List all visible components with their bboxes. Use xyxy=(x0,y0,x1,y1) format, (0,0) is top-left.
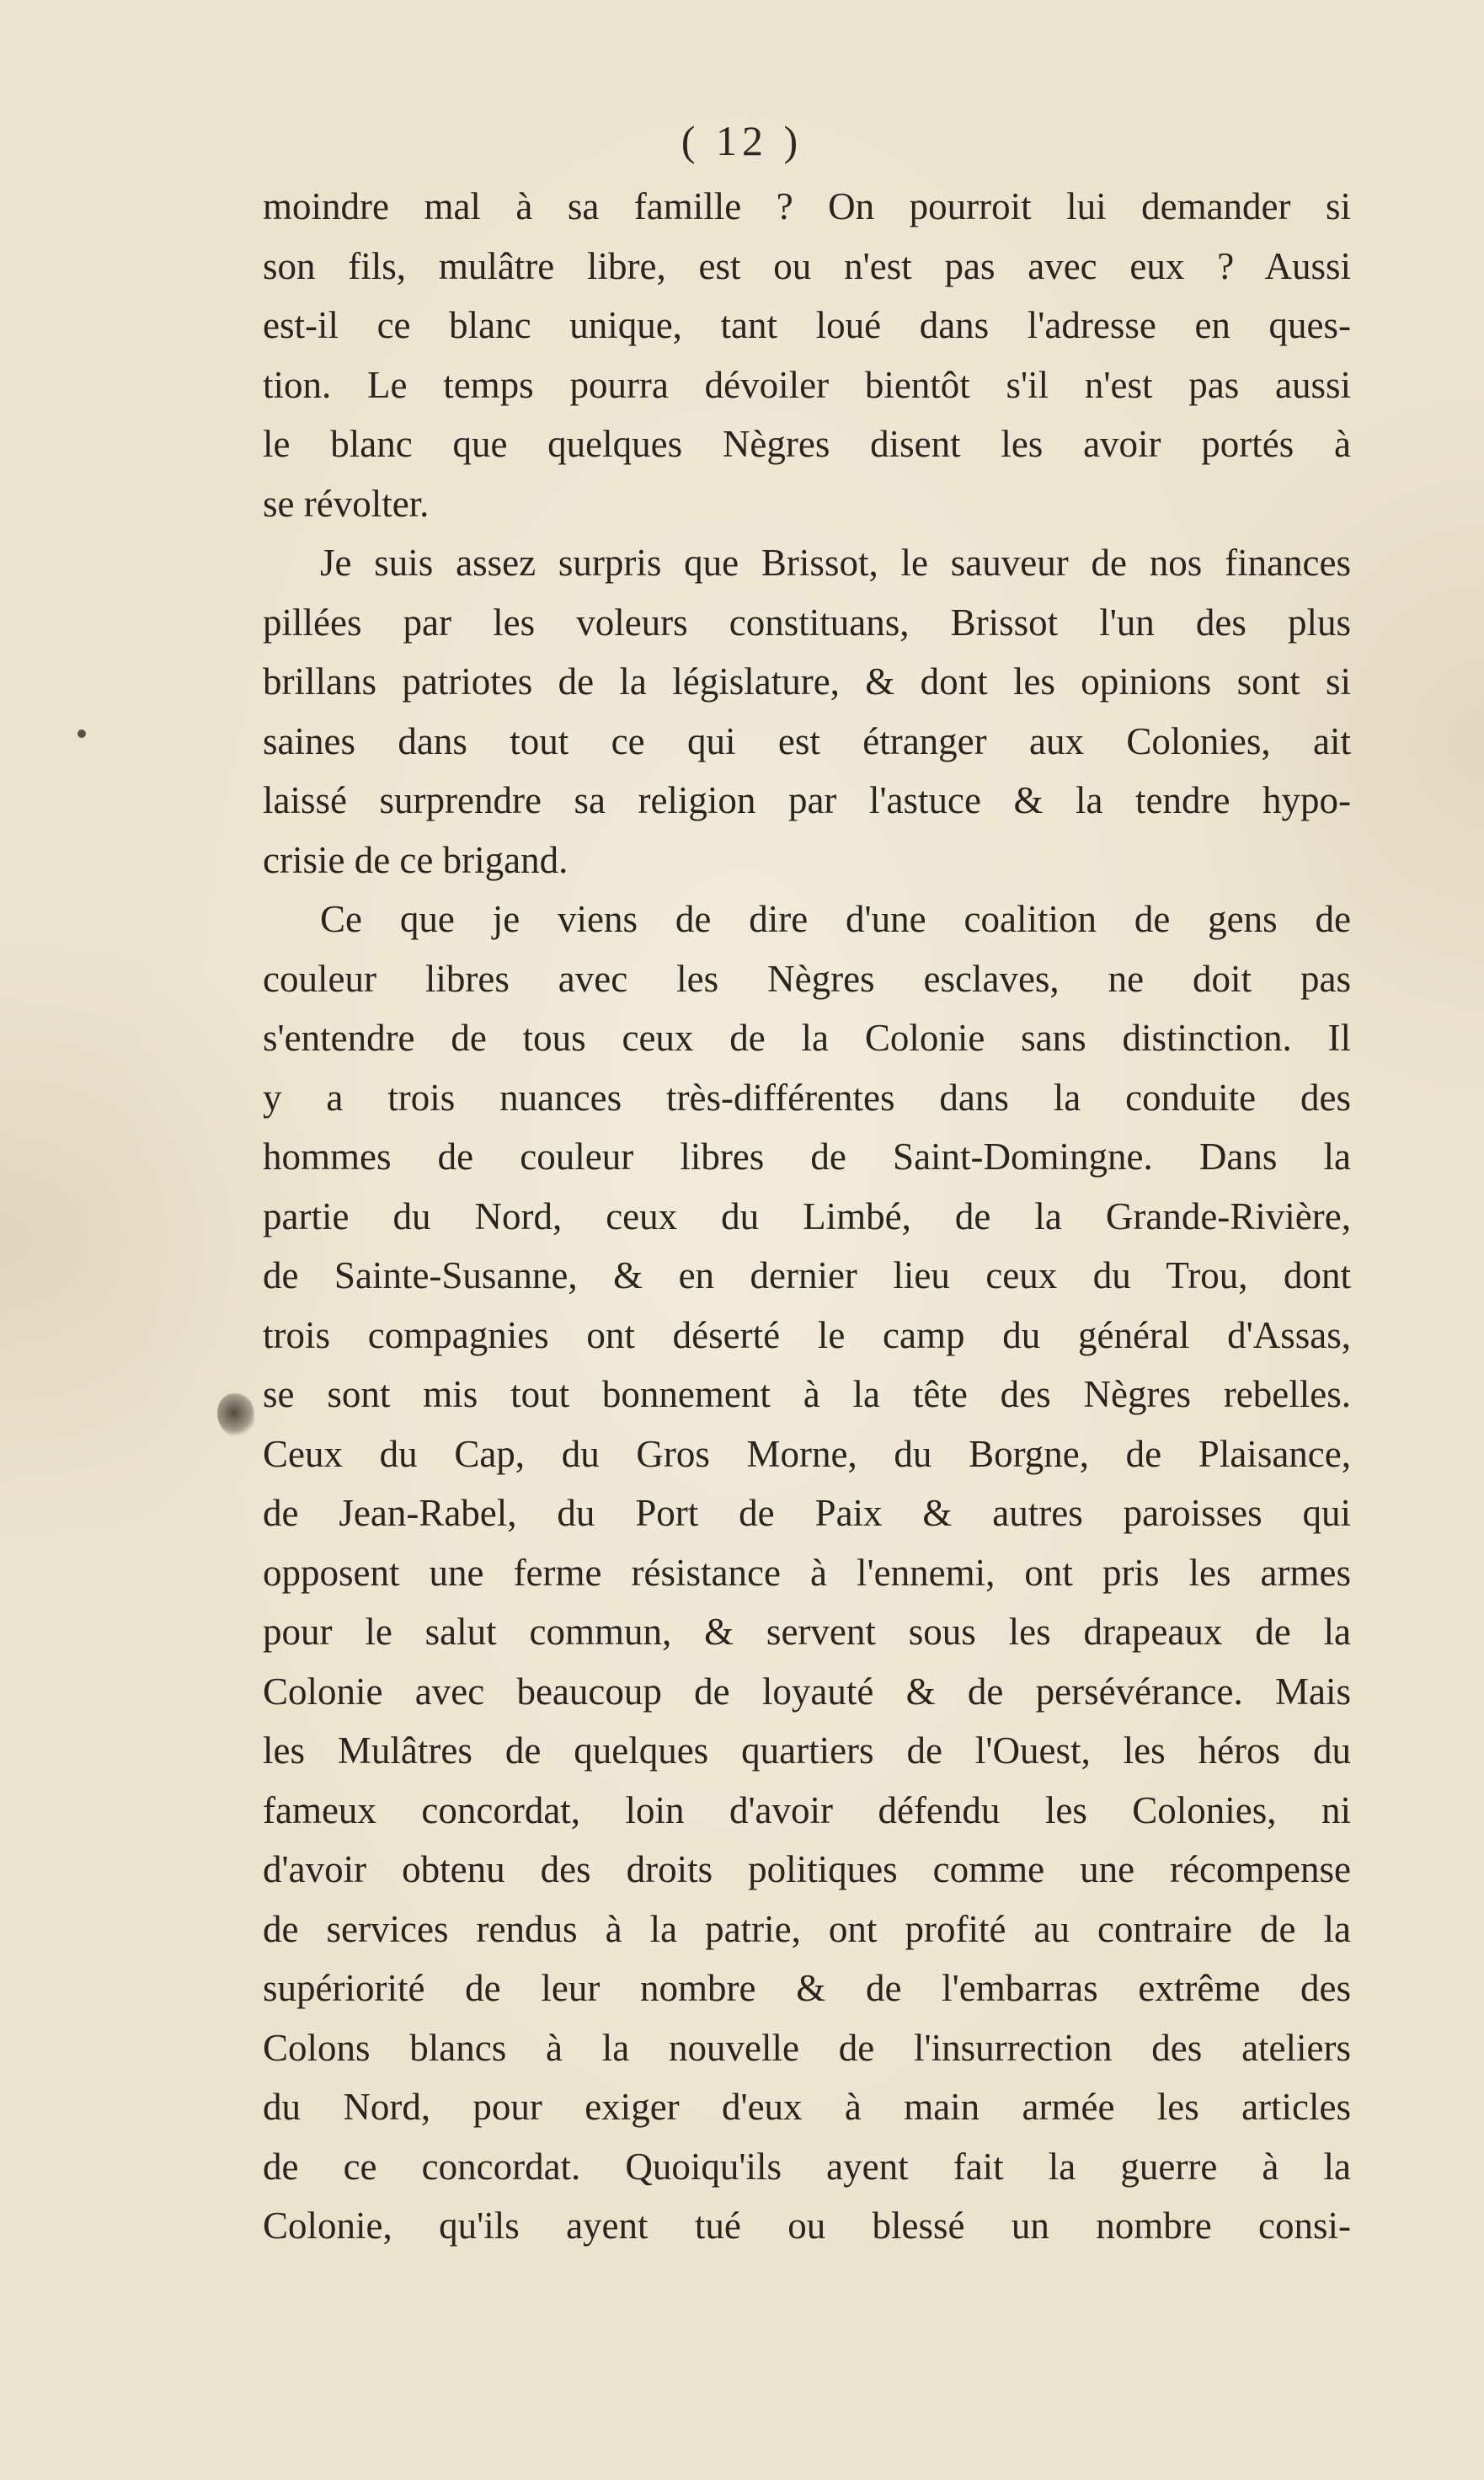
text-body xyxy=(263,177,1351,2256)
paragraph-2 xyxy=(263,533,1351,890)
text-line: est-il ce blanc unique, tant loué dans l'adresse en ques- xyxy=(263,304,1351,346)
text-line: opposent une ferme résistance à l'ennemi, ont pris les armes xyxy=(263,1551,1351,1594)
text-line: tion. Le temps pourra dévoiler bientôt s'il n'est pas aussi xyxy=(263,363,1351,406)
page-number: ( 12 ) xyxy=(681,117,803,164)
text-line: brillans patriotes de la législature, & dont les opinions sont si xyxy=(263,660,1351,703)
text-line: saines dans tout ce qui est étranger aux Colonies, ait xyxy=(263,719,1351,762)
text-line: trois compagnies ont déserté le camp du général d'Assas, xyxy=(263,1313,1351,1356)
text-line: s'entendre de tous ceux de la Colonie sans distinction. Il xyxy=(263,1017,1351,1059)
text-line: Ceux du Cap, du Gros Morne, du Borgne, de Plaisance, xyxy=(263,1432,1351,1475)
text-line: couleur libres avec les Nègres esclaves, ne doit pas xyxy=(263,957,1351,1000)
text-line: pour le salut commun, & servent sous les drapeaux de la xyxy=(263,1611,1351,1653)
text-line: Colons blancs à la nouvelle de l'insurrection des ateliers xyxy=(263,2026,1351,2069)
text-line: Ce que je viens de dire d'une coalition de gens de xyxy=(320,898,1351,940)
text-line: hommes de couleur libres de Saint-Domingne. Dans la xyxy=(263,1136,1351,1178)
text-line: son fils, mulâtre libre, est ou n'est pas avec eux ? Aussi xyxy=(263,244,1351,287)
text-line: de services rendus à la patrie, ont profité au contraire de la xyxy=(263,1907,1351,1950)
text-line: les Mulâtres de quelques quartiers de l'Ouest, les héros du xyxy=(263,1729,1351,1772)
text-line: de ce concordat. Quoiqu'ils ayent fait la guerre à la xyxy=(263,2145,1351,2188)
text-line: se sont mis tout bonnement à la tête des Nègres rebelles. xyxy=(263,1373,1351,1415)
text-line: fameux concordat, loin d'avoir défendu les Colonies, ni xyxy=(263,1788,1351,1831)
text-line: partie du Nord, ceux du Limbé, de la Grande-Rivière, xyxy=(263,1195,1351,1237)
ink-blot-mark xyxy=(217,1393,254,1437)
text-line: moindre mal à sa famille ? On pourroit lui demander si xyxy=(263,185,1351,227)
text-line: pillées par les voleurs constituans, Brissot l'un des plus xyxy=(263,601,1351,644)
ink-speck xyxy=(77,730,86,738)
text-line: y a trois nuances très-différentes dans la conduite des xyxy=(263,1076,1351,1119)
text-line: du Nord, pour exiger d'eux à main armée les articles xyxy=(263,2086,1351,2128)
paragraph-1 xyxy=(263,177,1351,533)
text-line: Je suis assez surpris que Brissot, le sauveur de nos finances xyxy=(320,542,1351,584)
text-line: laissé surprendre sa religion par l'astuce & la tendre hypo- xyxy=(263,779,1351,821)
text-line: de Sainte-Susanne, & en dernier lieu ceux du Trou, dont xyxy=(263,1254,1351,1296)
text-line: se révolter. xyxy=(263,482,430,525)
text-line: crisie de ce brigand. xyxy=(263,838,569,881)
text-line: Colonie avec beaucoup de loyauté & de persévérance. Mais xyxy=(263,1670,1351,1713)
paragraph-3 xyxy=(263,890,1351,2256)
text-line: d'avoir obtenu des droits politiques comme une récompense xyxy=(263,1848,1351,1890)
text-line: Colonie, qu'ils ayent tué ou blessé un nombre consi- xyxy=(263,2205,1351,2247)
text-line: de Jean-Rabel, du Port de Paix & autres paroisses qui xyxy=(263,1492,1351,1534)
text-line: supériorité de leur nombre & de l'embarras extrême des xyxy=(263,1967,1351,2009)
text-line: le blanc que quelques Nègres disent les avoir portés à xyxy=(263,423,1351,465)
